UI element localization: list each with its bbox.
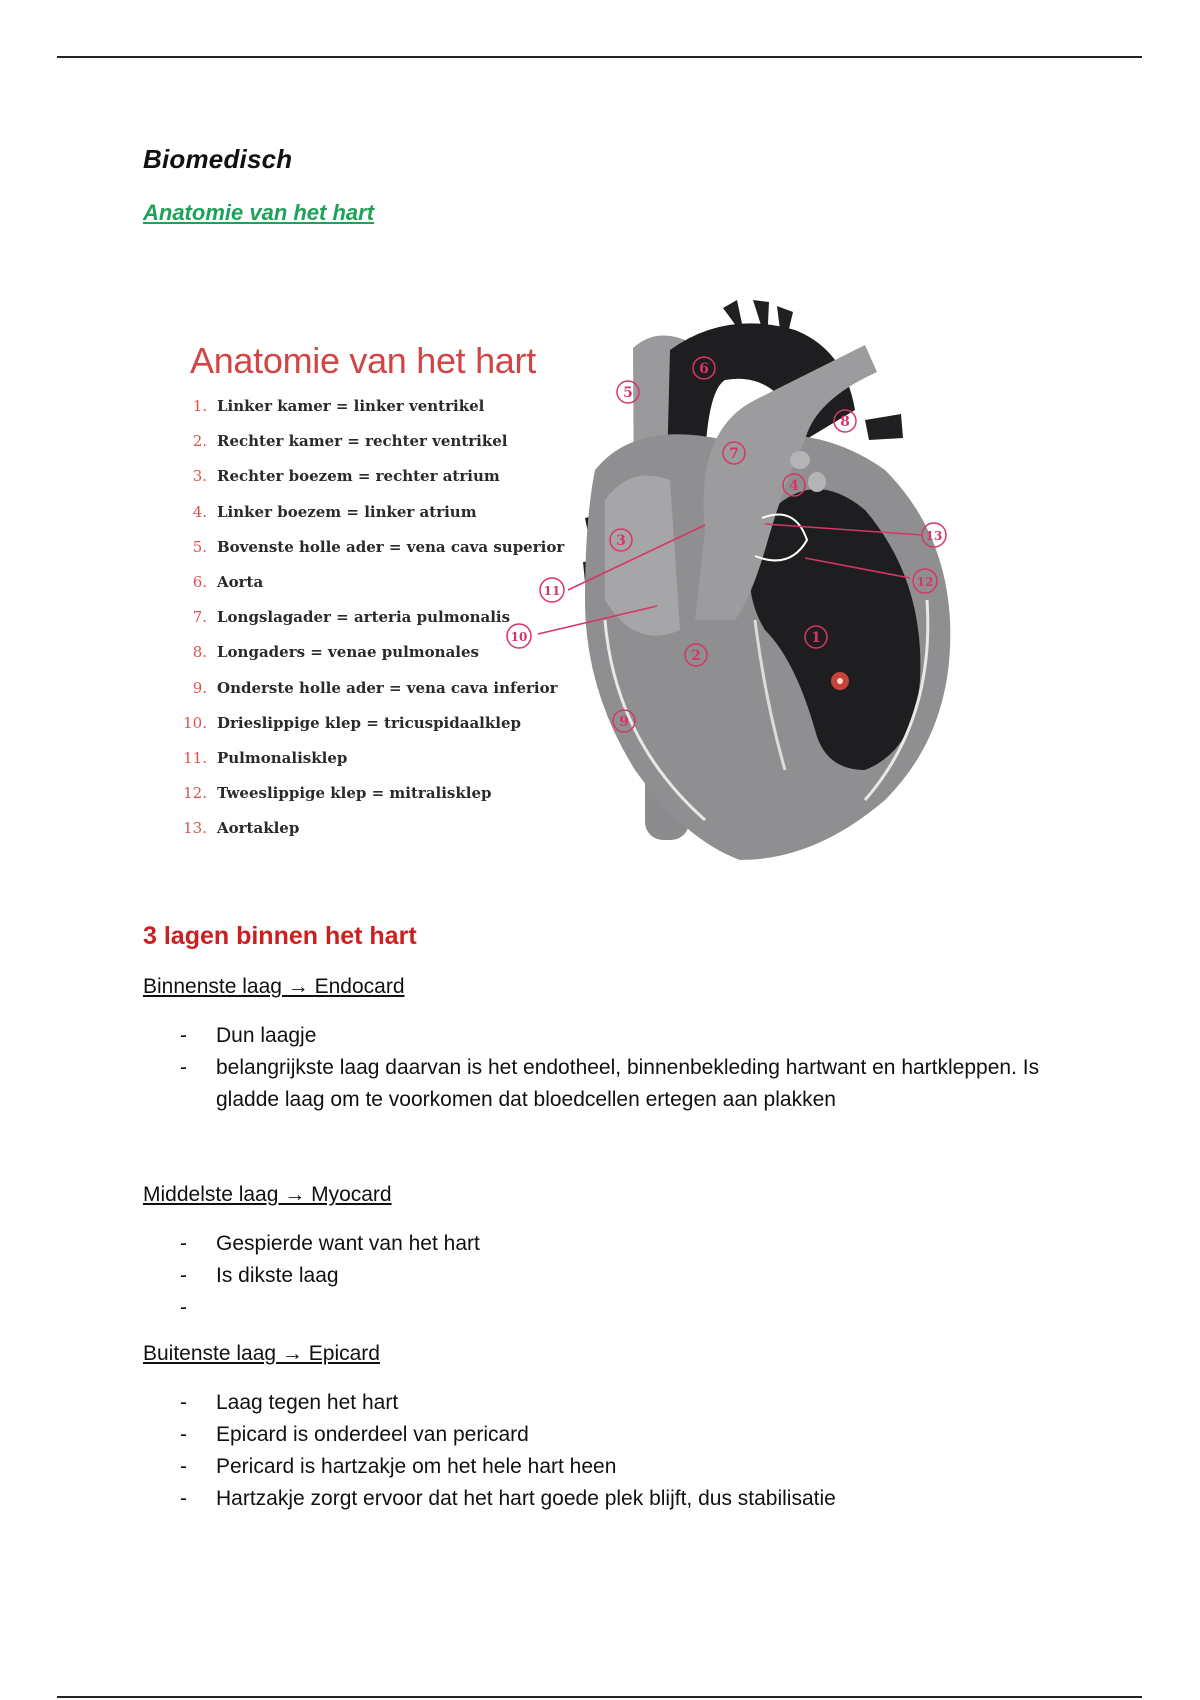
svg-text:11: 11 bbox=[543, 584, 561, 598]
list-item: - bbox=[180, 1296, 187, 1319]
legend-item: 3. Rechter boezem = rechter atrium bbox=[192, 467, 500, 486]
svg-text:5: 5 bbox=[623, 385, 633, 401]
legend-item: 12. Tweeslippige klep = mitralisklep bbox=[183, 784, 492, 803]
list-item: - Epicard is onderdeel van pericard bbox=[180, 1423, 529, 1446]
marker-10 bbox=[507, 624, 531, 648]
document-subtitle: Anatomie van het hart bbox=[143, 200, 375, 225]
svg-text:8: 8 bbox=[840, 414, 850, 430]
layer-heading-myocard: Middelste laag → Myocard bbox=[143, 1183, 392, 1206]
legend-item: 11. Pulmonalisklep bbox=[183, 748, 348, 767]
svg-text:12: 12 bbox=[916, 575, 934, 589]
list-item: - belangrijkste laag daarvan is het endotheel, binnenbekleding hartwant en hartkleppen. Is gladde laag om te voorkomen dat bloedcellen ertegen aan plakken bbox=[180, 1056, 1040, 1111]
header-rule bbox=[57, 56, 1142, 58]
legend-item: 6. Aorta bbox=[192, 572, 264, 591]
marker-11 bbox=[540, 578, 564, 602]
epicard-bullets bbox=[180, 1387, 1060, 1515]
svg-text:7: 7 bbox=[729, 446, 739, 462]
marker-13 bbox=[922, 523, 946, 547]
legend-item: 9. Onderste holle ader = vena cava inferior bbox=[192, 678, 558, 697]
legend-item: 13. Aortaklep bbox=[183, 819, 300, 838]
svg-text:9: 9 bbox=[619, 714, 629, 730]
layer-heading-epicard: Buitenste laag → Epicard bbox=[143, 1342, 380, 1365]
svg-text:13: 13 bbox=[925, 529, 943, 543]
list-item: - Pericard is hartzakje om het hele hart heen bbox=[180, 1455, 617, 1478]
svg-text:10: 10 bbox=[510, 630, 528, 644]
endocard-bullets bbox=[180, 1020, 1060, 1116]
legend-item: 5. Bovenste holle ader = vena cava superior bbox=[192, 537, 565, 556]
heart-illustration bbox=[165, 300, 1045, 870]
svg-text:2: 2 bbox=[691, 648, 701, 664]
svg-text:1: 1 bbox=[811, 630, 821, 646]
list-item: - Hartzakje zorgt ervoor dat het hart goede plek blijft, dus stabilisatie bbox=[180, 1487, 836, 1510]
legend-item: 1. Linker kamer = linker ventrikel bbox=[192, 397, 485, 415]
heart-anatomy-figure bbox=[165, 300, 1045, 870]
myocard-bullets bbox=[180, 1228, 1060, 1324]
legend-item: 7. Longslagader = arteria pulmonalis bbox=[192, 608, 511, 627]
section-heading: 3 lagen binnen het hart bbox=[143, 922, 417, 950]
legend-item: 10. Drieslippige klep = tricuspidaalklep bbox=[183, 713, 522, 732]
list-item: - Laag tegen het hart bbox=[180, 1391, 399, 1414]
list-item: - Gespierde want van het hart bbox=[180, 1232, 480, 1255]
layer-heading-endocard: Binnenste laag → Endocard bbox=[143, 975, 405, 998]
list-item: - Dun laagje bbox=[180, 1024, 317, 1047]
document-title: Biomedisch bbox=[143, 144, 293, 174]
legend-item: 4. Linker boezem = linker atrium bbox=[192, 502, 477, 521]
legend-item: 2. Rechter kamer = rechter ventrikel bbox=[192, 432, 508, 451]
svg-text:3: 3 bbox=[616, 533, 626, 549]
list-item: - Is dikste laag bbox=[180, 1264, 339, 1287]
right-atrium-shape bbox=[605, 476, 680, 636]
pulmonary-vein-opening bbox=[808, 472, 826, 492]
figure-title: Anatomie van het hart bbox=[190, 340, 536, 381]
legend-item: 8. Longaders = venae pulmonales bbox=[192, 643, 479, 662]
svg-text:4: 4 bbox=[789, 478, 799, 494]
svg-text:6: 6 bbox=[699, 361, 709, 377]
marker-8 bbox=[834, 410, 856, 432]
pulmonary-vein-opening bbox=[790, 451, 810, 469]
footer-rule bbox=[57, 1696, 1142, 1698]
